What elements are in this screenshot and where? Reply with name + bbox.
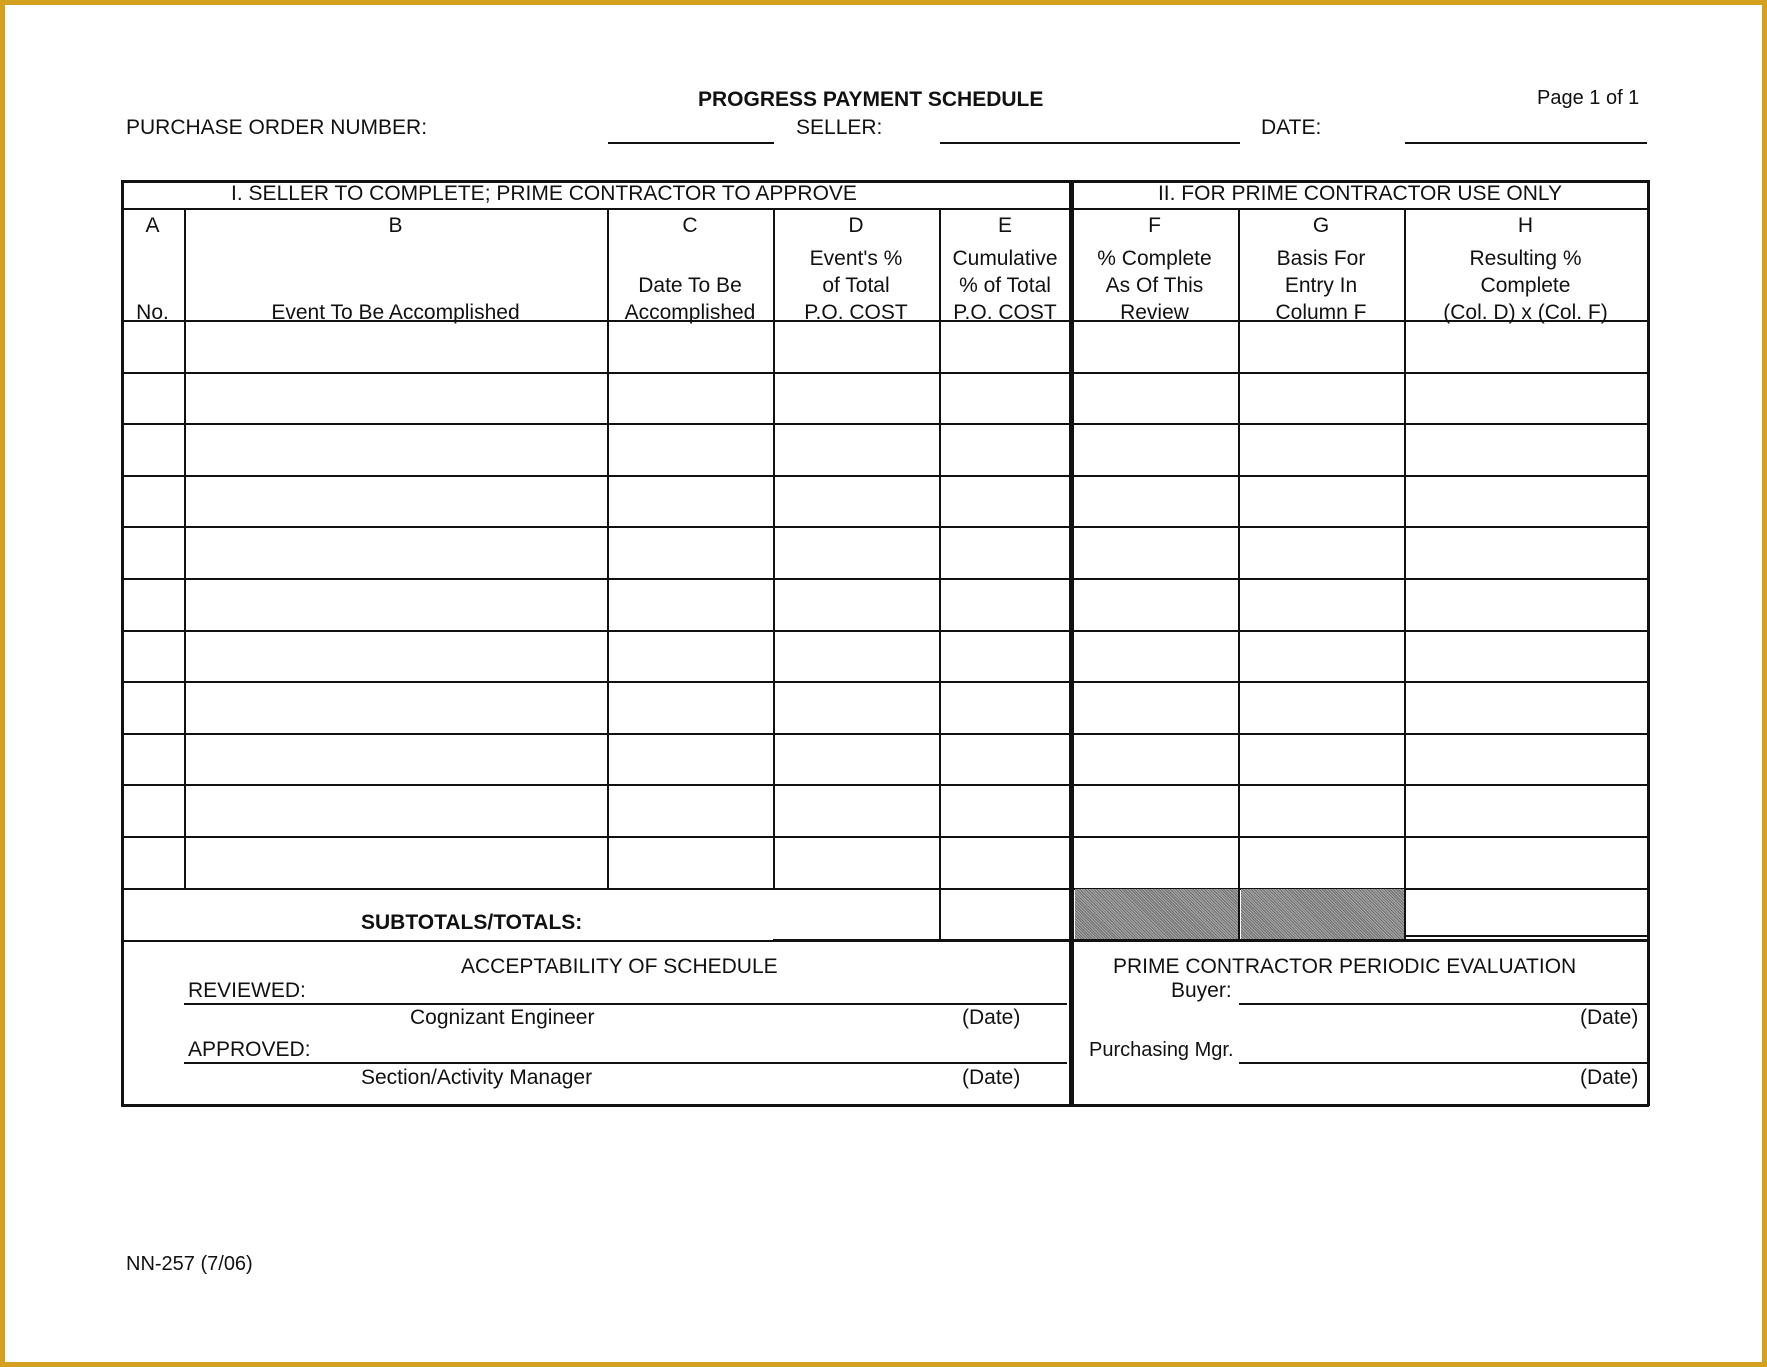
column-letter: F xyxy=(1148,214,1161,237)
totals-bottom-line xyxy=(121,940,773,942)
totals-label: SUBTOTALS/TOTALS: xyxy=(361,911,583,934)
reviewed-label: REVIEWED: xyxy=(188,979,306,1002)
buyer-date-label: (Date) xyxy=(1580,1006,1639,1029)
table-right-border xyxy=(1647,180,1650,1106)
column-header-text: % of Total xyxy=(959,274,1051,297)
buyer-signature-line[interactable] xyxy=(1239,1003,1647,1005)
row-line xyxy=(121,526,1647,528)
column-header-text: % Complete xyxy=(1097,247,1212,270)
row-line xyxy=(121,681,1647,683)
section-right-label: II. FOR PRIME CONTRACTOR USE ONLY xyxy=(1157,182,1563,205)
reviewed-signature-line[interactable] xyxy=(184,1003,1067,1005)
shaded-cell-g xyxy=(1241,889,1404,939)
purchasing-mgr-signature-line[interactable] xyxy=(1239,1062,1647,1064)
row-line xyxy=(121,630,1647,632)
column-header-text: (Col. D) x (Col. F) xyxy=(1443,301,1608,324)
column-header-text: Date To Be xyxy=(638,274,742,297)
po-number-label: PURCHASE ORDER NUMBER: xyxy=(126,116,428,139)
seller-label: SELLER: xyxy=(796,116,883,139)
column-header-text: No. xyxy=(136,301,169,324)
totals-bottom-line xyxy=(1404,935,1647,937)
column-header-text: As Of This xyxy=(1105,274,1204,297)
section-header-border xyxy=(121,208,1647,210)
shaded-cell-f xyxy=(1075,889,1238,939)
column-letter: G xyxy=(1312,214,1330,237)
form-code: NN-257 (7/06) xyxy=(126,1253,253,1275)
po-number-field[interactable] xyxy=(608,142,774,144)
buyer-label: Buyer: xyxy=(1171,979,1232,1002)
row-line xyxy=(121,733,1647,735)
column-letter: D xyxy=(848,214,864,237)
reviewed-date-label: (Date) xyxy=(962,1006,1021,1029)
column-header-text: P.O. COST xyxy=(804,301,908,324)
approved-date-label: (Date) xyxy=(962,1066,1021,1089)
column-header-text: Column F xyxy=(1275,301,1367,324)
column-header-text: Event To Be Accomplished xyxy=(271,301,520,324)
column-letter: E xyxy=(997,214,1012,237)
row-line xyxy=(121,836,1647,838)
cognizant-engineer-label: Cognizant Engineer xyxy=(410,1006,595,1029)
row-line xyxy=(121,372,1647,374)
column-header-text: Basis For xyxy=(1276,247,1366,270)
evaluation-title: PRIME CONTRACTOR PERIODIC EVALUATION xyxy=(1113,955,1577,978)
row-line xyxy=(121,888,1647,890)
column-letter: B xyxy=(388,214,403,237)
column-header-text: Accomplished xyxy=(624,301,756,324)
purchasing-mgr-label: Purchasing Mgr. xyxy=(1089,1039,1234,1061)
row-line xyxy=(121,423,1647,425)
row-line xyxy=(121,475,1647,477)
column-header-text: of Total xyxy=(822,274,890,297)
table-bottom-border xyxy=(121,1104,1649,1107)
column-header-text: Event's % xyxy=(809,247,903,270)
row-line xyxy=(121,784,1647,786)
column-letter: A xyxy=(145,214,160,237)
totals-bottom-line xyxy=(773,939,1071,942)
seller-field[interactable] xyxy=(940,142,1240,144)
acceptability-title: ACCEPTABILITY OF SCHEDULE xyxy=(461,955,778,978)
column-header-text: Cumulative xyxy=(952,247,1058,270)
column-header-text: Review xyxy=(1120,301,1189,324)
totals-bottom-line xyxy=(1071,939,1647,942)
page-number: Page 1 of 1 xyxy=(1537,87,1640,109)
row-line xyxy=(121,578,1647,580)
column-header-text: Resulting % xyxy=(1469,247,1582,270)
date-label: DATE: xyxy=(1261,116,1322,139)
approved-signature-line[interactable] xyxy=(184,1062,1067,1064)
date-field[interactable] xyxy=(1405,142,1647,144)
column-header-text: P.O. COST xyxy=(953,301,1057,324)
column-letter: H xyxy=(1517,214,1534,237)
section-manager-label: Section/Activity Manager xyxy=(361,1066,593,1089)
column-header-text: Complete xyxy=(1480,274,1571,297)
column-letter: C xyxy=(682,214,698,237)
form-title: PROGRESS PAYMENT SCHEDULE xyxy=(698,88,1044,111)
section-right-header xyxy=(1074,182,1646,206)
purchasing-mgr-date-label: (Date) xyxy=(1580,1066,1639,1089)
column-header-text: Entry In xyxy=(1284,274,1358,297)
section-left-label: I. SELLER TO COMPLETE; PRIME CONTRACTOR TO APPROVE xyxy=(231,182,857,205)
section-left-header xyxy=(122,182,1066,206)
approved-label: APPROVED: xyxy=(188,1038,311,1061)
